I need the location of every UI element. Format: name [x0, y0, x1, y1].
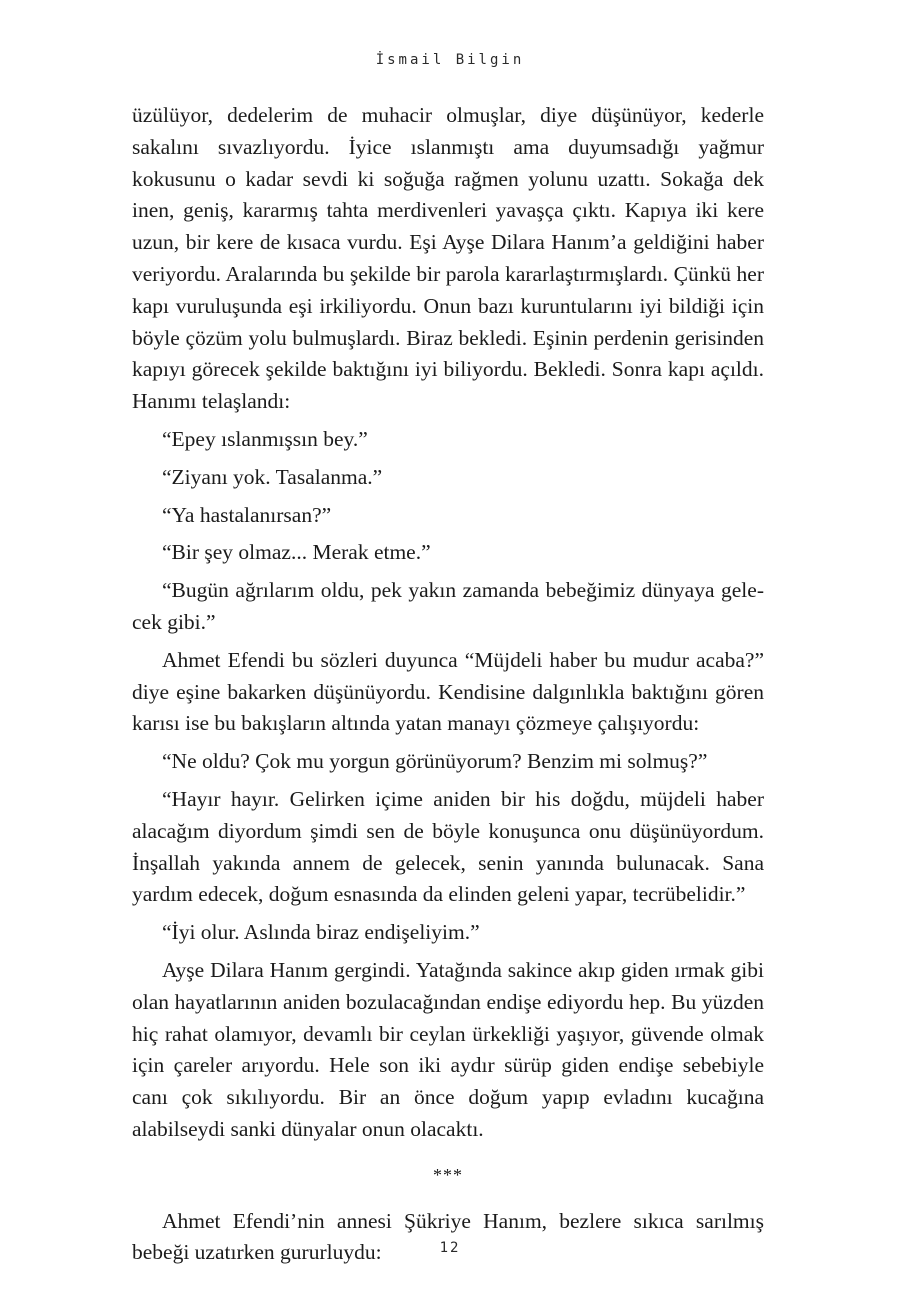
paragraph: Ahmet Efendi bu sözleri duyunca “Müjdeli haber bu mudur acaba?” diye eşine bakarken düşünüyordu. Kendisine dalgınlıkla baktığını gören karısı ise bu bakışların altında yatan manayı çözmeye çalışıyordu: — [132, 647, 764, 736]
paragraph: Ayşe Dilara Hanım gergindi. Yatağında sakince akıp giden ırmak gibi olan hayatlarının aniden bozulacağından endişe ediyordu hep. Bu yüzden hiç rahat olamıyor, devamlı bir ceylan ürkekliği yaşıyor, güvende olmak için çareler arıyordu. Hele son iki aydır sürüp giden endişe sebebiyle canı çok sıkılıyordu. Bir an önce doğum yapıp evladını kucağına alabilseydi sanki dünyalar onun olacaktı. — [132, 957, 764, 1141]
paragraph: “Ziyanı yok. Tasalanma.” — [162, 464, 383, 489]
paragraph: “Ne oldu? Çok mu yorgun görünüyorum? Benzim mi solmuş?” — [162, 749, 708, 774]
page-number: 12 — [439, 1240, 461, 1256]
paragraph: “Ya hastalanırsan?” — [162, 502, 332, 527]
paragraph: “Bugün ağrılarım oldu, pek yakın zamanda bebeğimiz dünyaya gelecek gibi.” — [132, 578, 764, 634]
paragraph: “Bir şey olmaz... Merak etme.” — [162, 540, 431, 565]
paragraph: “İyi olur. Aslında biraz endişeliyim.” — [162, 920, 480, 945]
section-separator: *** — [433, 1164, 463, 1185]
paragraph: Ahmet Efendi’nin annesi Şükriye Hanım, bezlere sıkıca sarılmış bebeği uzatırken gururluydu: — [132, 1208, 764, 1265]
body-text — [132, 100, 764, 1275]
paragraph: üzülüyor, dedelerim de muhacir olmuşlar, diye düşünüyor, kederle sakalını sıvazlıyordu. İyice ıslanmıştı ama duyumsadığı yağmur kokusunu o kadar sevdi ki soğuğa rağmen yolunu uzattı. Sokağa dek inen, geniş, kararmış tahta merdivenleri yavaşça çıktı. Kapıya iki kere uzun, bir kere de kısaca vurdu. Eşi Ayşe Dilara Hanım’a geldiğini haber veriyordu. Aralarında bu şekilde bir parola kararlaştırmışlardı. Çünkü her kapı vuruluşunda eşi irkiliyordu. Onun bazı kuruntularını iyi bildiği için böyle çözüm yolu bulmuşlardı. Biraz bekledi. Eşinin perdenin gerisinden kapıyı görecek şekilde baktığını iyi biliyordu. Bekledi. Sonra kapı açıldı. Hanımı telaşlandı: — [132, 103, 764, 414]
paragraph: “Epey ıslanmışsın bey.” — [162, 426, 368, 451]
running-head-author: İsmail Bilgin — [375, 52, 525, 68]
paragraph: “Hayır hayır. Gelirken içime aniden bir his doğdu, müjdeli haber alacağım diyordum şimdi sen de böyle konuşunca onu düşünüyordum. İnşallah yakında annem de gelecek, senin yanında bulunacak. Sana yardım edecek, doğum esnasında da elinden geleni yapar, tecrübelidir.” — [132, 786, 764, 907]
